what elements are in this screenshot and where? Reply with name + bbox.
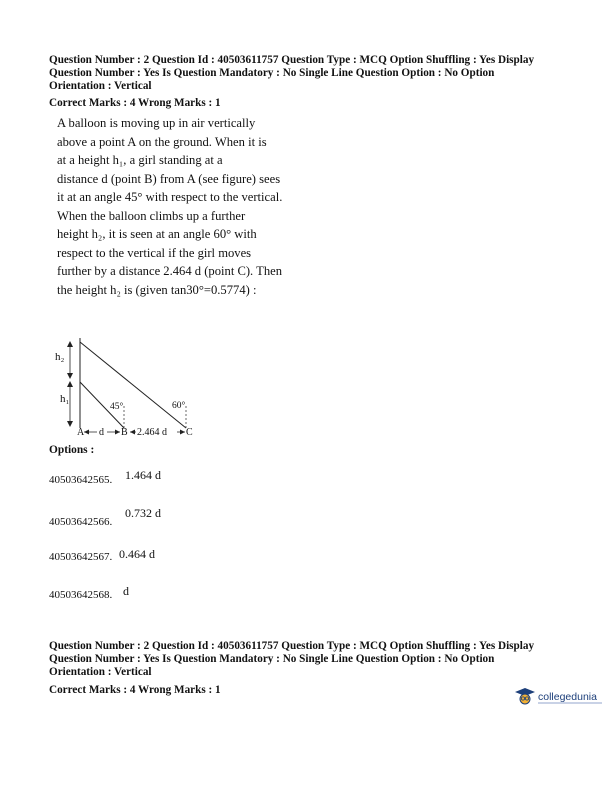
- balloon-figure: [44, 332, 214, 449]
- option-id: 40503642565.: [49, 474, 113, 486]
- arrow-icon: [67, 341, 73, 347]
- header-line-3: Orientation : Vertical: [49, 79, 152, 92]
- question-line: When the balloon climbs up a further: [57, 208, 246, 223]
- dist-d-label: d: [99, 427, 104, 438]
- point-b-label: B: [121, 427, 128, 438]
- header-line-3: Orientation : Vertical: [49, 665, 152, 678]
- question-header: [49, 54, 589, 92]
- option-text: 1.464 d: [125, 468, 161, 482]
- question-line: distance d (point B) from A (see figure) sees: [57, 171, 281, 186]
- arrow-icon: [180, 430, 185, 435]
- label-h2: h₂: [55, 351, 65, 363]
- question-line: height h₂, it is seen at an angle 60° with: [57, 227, 257, 241]
- option-text: 0.732 d: [125, 506, 161, 520]
- header-line-1: Question Number : 2 Question Id : 40503611757 Question Type : MCQ Option Shuffling : Yes Display: [49, 54, 535, 66]
- options-title: Options :: [49, 444, 95, 456]
- angle-45-label: 45°: [110, 402, 124, 412]
- arrow-icon: [84, 430, 89, 435]
- graduate-icon: [514, 687, 536, 707]
- question-line: at a height h₁, a girl standing at a: [57, 153, 223, 167]
- logo-tagline-bar: [538, 702, 602, 704]
- question-line: further by a distance 2.464 d (point C). Then: [57, 264, 283, 278]
- question-line: it at an angle 45° with respect to the vertical.: [57, 190, 283, 204]
- question-line: respect to the vertical if the girl moves: [57, 245, 252, 260]
- header-line-1: Question Number : 2 Question Id : 40503611757 Question Type : MCQ Option Shuffling : Yes Display: [49, 640, 535, 652]
- dist-2464d-label: 2.464 d: [137, 427, 167, 438]
- label-h1: h₁: [60, 393, 70, 405]
- point-c-label: C: [186, 427, 193, 438]
- angle-60-label: 60°: [172, 401, 186, 411]
- header-line-2: Question Number : Yes Is Question Mandatory : No Single Line Question Option : No Option: [49, 652, 495, 665]
- option-id: 40503642566.: [49, 516, 113, 528]
- logo-text: collegedunia: [538, 690, 597, 703]
- header-line-2: Question Number : Yes Is Question Mandatory : No Single Line Question Option : No Option: [49, 66, 495, 79]
- figure-diagram: [44, 332, 214, 444]
- arrow-icon: [67, 373, 73, 379]
- question-header: [49, 640, 589, 678]
- question-line: A balloon is moving up in air vertically: [57, 116, 256, 130]
- question-line: the height h₂ is (given tan30°=0.5774) :: [57, 282, 257, 297]
- marks-line: Correct Marks : 4 Wrong Marks : 1: [49, 97, 221, 109]
- sight-line-c: [80, 342, 186, 428]
- question-line: above a point A on the ground. When it is: [57, 134, 267, 149]
- arrow-icon: [67, 421, 73, 427]
- point-a-label: A: [77, 427, 85, 438]
- option-id: 40503642567.: [49, 551, 113, 563]
- marks-line: Correct Marks : 4 Wrong Marks : 1: [49, 684, 221, 696]
- option-id: 40503642568.: [49, 589, 113, 601]
- collegedunia-logo: [514, 687, 597, 707]
- arrow-icon: [67, 381, 73, 387]
- option-text: d: [123, 584, 129, 598]
- arrow-icon: [115, 430, 120, 435]
- arrow-icon: [130, 430, 135, 435]
- question-text: [57, 114, 297, 299]
- option-text: 0.464 d: [119, 547, 155, 561]
